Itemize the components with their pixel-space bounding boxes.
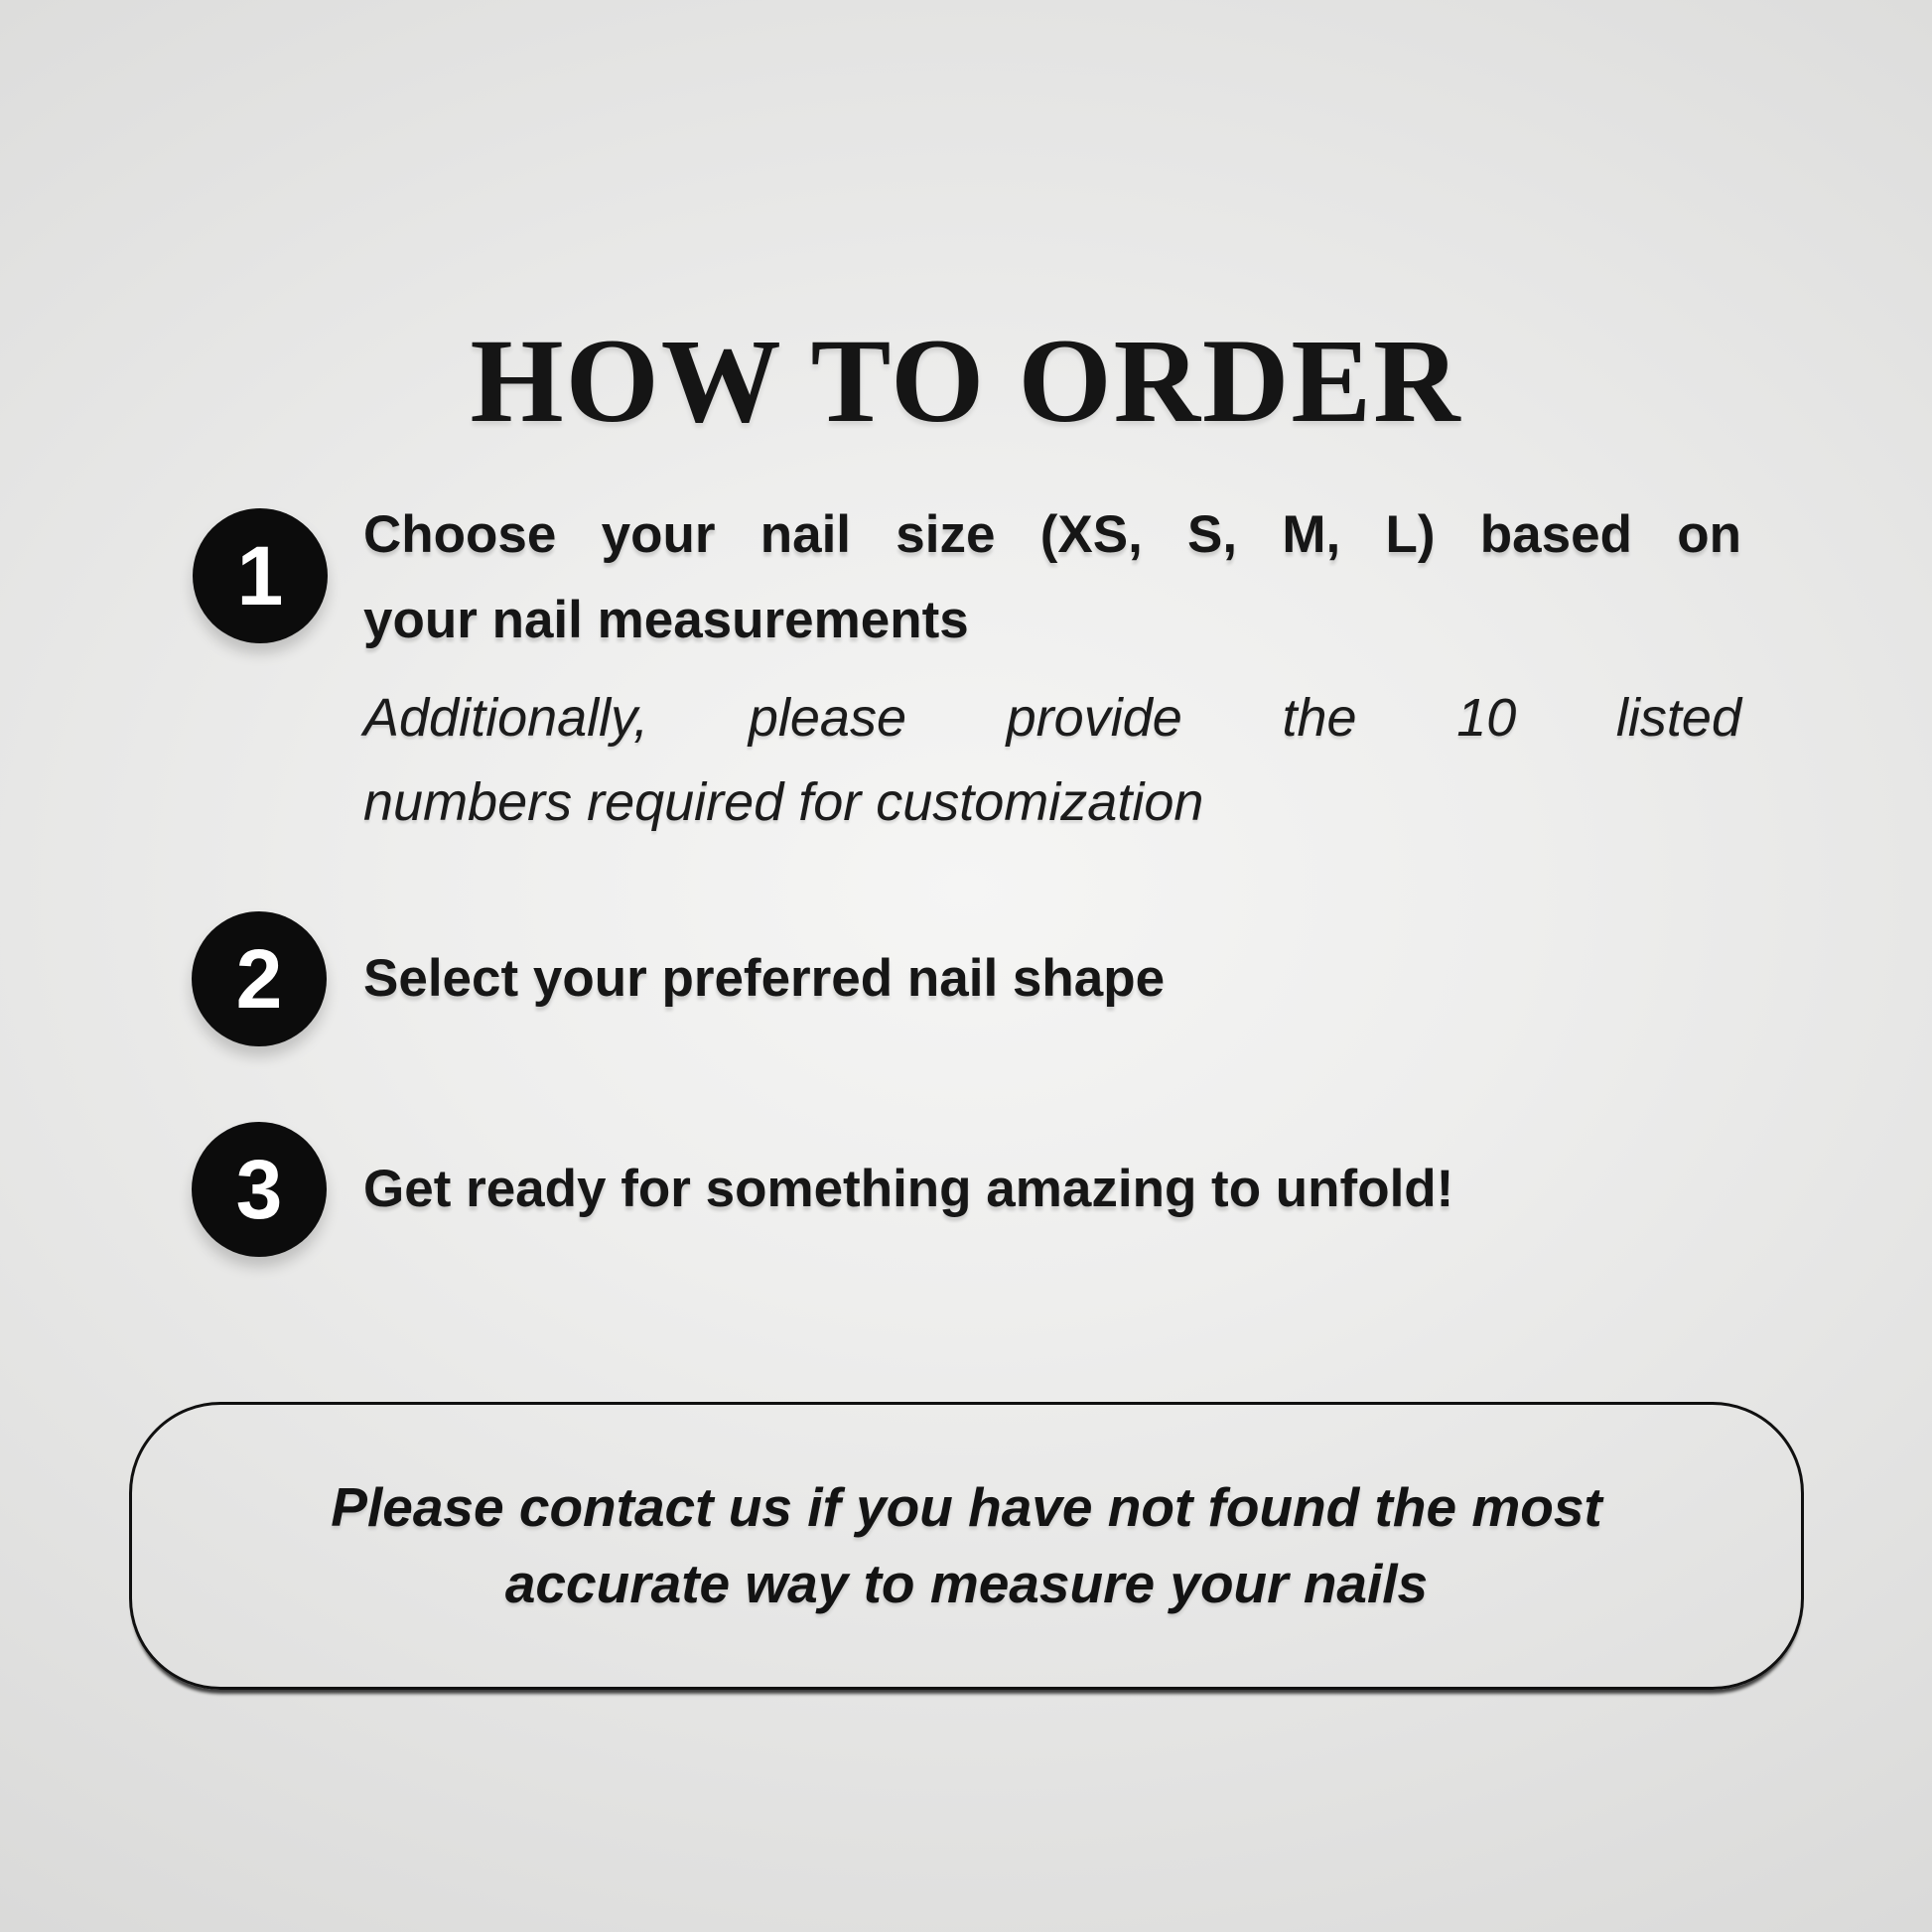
step-2-text (363, 936, 1741, 1022)
step-1-text (363, 492, 1741, 663)
contact-box (129, 1402, 1804, 1690)
step-2-line-1: Select your preferred nail shape (363, 949, 1166, 1008)
step-3-number: 3 (235, 1143, 283, 1236)
page-title: HOW TO ORDER (470, 315, 1462, 449)
step-1-line-1: Choose your nail size (XS, S, M, L) based on (363, 505, 1741, 564)
step-1-badge (193, 508, 328, 643)
step-1-number: 1 (236, 529, 284, 622)
step-1-note-line-2: numbers required for customization (363, 772, 1204, 832)
step-1-note-line-1: Additionally, please provide the 10 listed (363, 688, 1741, 748)
step-3-line-1: Get ready for something amazing to unfold! (363, 1160, 1454, 1218)
step-2-number: 2 (235, 932, 283, 1026)
step-3-text (363, 1147, 1741, 1232)
contact-box-line-1: Please contact us if you have not found the most (331, 1476, 1602, 1538)
step-3-badge (192, 1122, 327, 1257)
step-2-badge (192, 911, 327, 1046)
step-1-note (363, 676, 1741, 845)
contact-box-line-2: accurate way to measure your nails (504, 1553, 1429, 1614)
step-1-line-2: your nail measurements (363, 591, 969, 649)
